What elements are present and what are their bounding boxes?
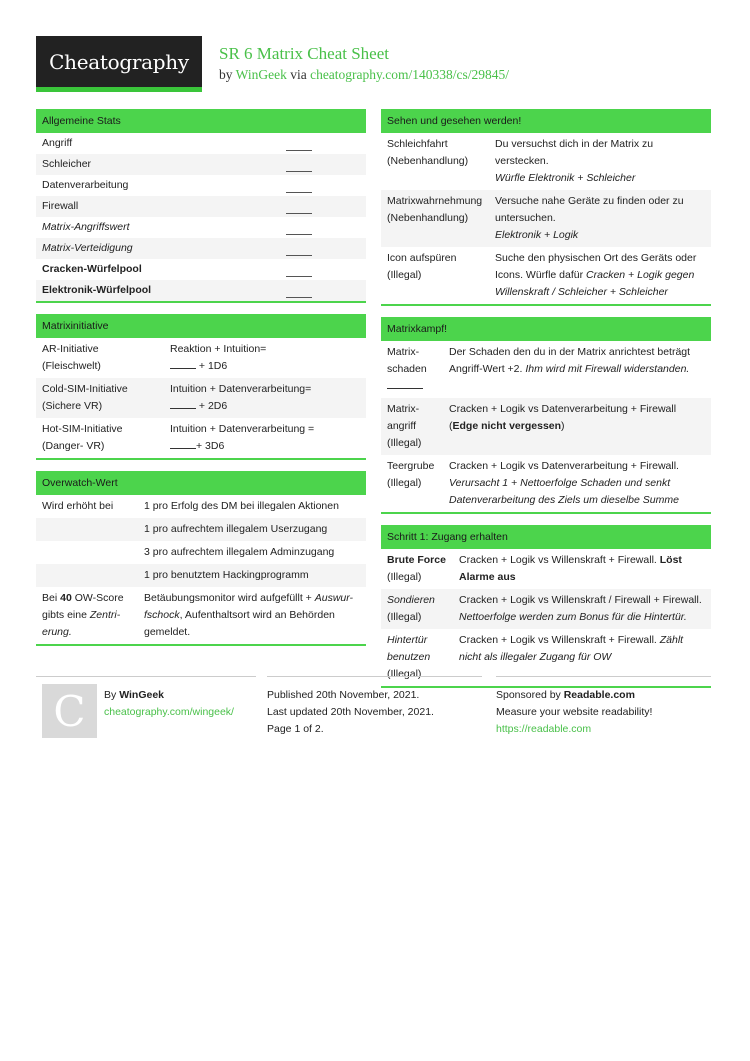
row-label: Cold-SIM-Initiative (Sichere VR)	[42, 383, 128, 412]
byline	[219, 67, 509, 83]
left-column	[36, 109, 366, 657]
sponsored-by: Sponsored by	[496, 689, 561, 701]
logo-text: Cheatography	[49, 49, 189, 74]
table-row	[381, 133, 711, 190]
footer	[36, 676, 711, 746]
section-title: Matrixinitiative	[36, 314, 366, 338]
stat-label: Matrix-Angriffswert	[42, 221, 130, 233]
sponsor-link[interactable]: https://readable.com	[496, 723, 592, 735]
row-value: Cracken + Logik vs Willenskraft + Firewall. Zählt nicht als illegaler Zugang für OW	[459, 634, 684, 663]
table-row	[36, 238, 366, 259]
section-title: Matrixkampf!	[381, 317, 711, 341]
section-allgemeine-stats	[36, 109, 366, 303]
byline-by: by	[219, 67, 233, 82]
row-value: Cracken + Logik vs Willenskraft + Firewall. Löst Alarme aus	[459, 554, 682, 583]
right-column	[381, 109, 711, 699]
blank-line	[286, 262, 360, 277]
footer-by: By	[104, 689, 117, 701]
byline-via: via	[290, 67, 307, 82]
table-row	[381, 549, 711, 589]
table-row	[381, 190, 711, 247]
row-value: 1 pro aufrechtem illegalem Userzugang	[144, 523, 328, 535]
blank-line	[286, 157, 360, 172]
sponsor-name[interactable]: Readable.com	[563, 689, 635, 701]
blank-line	[286, 199, 360, 214]
table-row	[36, 518, 366, 541]
section-sehen	[381, 109, 711, 306]
table-row	[36, 154, 366, 175]
table-row	[36, 133, 366, 154]
section-matrixinitiative	[36, 314, 366, 460]
section-zugang	[381, 525, 711, 688]
table-row	[36, 338, 366, 378]
row-label: Teergrube (Illegal)	[387, 460, 435, 489]
section-title: Allgemeine Stats	[36, 109, 366, 133]
row-label: Bei 40 OW-Score gibts eine Zentri-erung.	[42, 592, 124, 638]
table-row	[381, 341, 711, 398]
footer-author	[36, 676, 256, 721]
row-label: Icon aufspüren (Illegal)	[387, 252, 457, 281]
row-label: Matrixwahrnehmung (Nebenhandlung)	[387, 195, 483, 224]
published-date: Published 20th November, 2021.	[267, 689, 420, 701]
section-matrixkampf	[381, 317, 711, 514]
sponsor-tagline: Measure your website readability!	[496, 706, 653, 718]
footer-author-name[interactable]: WinGeek	[119, 689, 165, 701]
row-label: AR-Initiative (Fleischwelt)	[42, 343, 101, 372]
row-label: Brute Force (Illegal)	[387, 554, 446, 583]
avatar-letter: C	[53, 686, 86, 736]
footer-author-link[interactable]: cheatography.com/wingeek/	[104, 706, 234, 718]
row-label: Matrix- schaden	[387, 344, 449, 395]
table-row	[36, 196, 366, 217]
cheatography-logo[interactable]	[36, 36, 202, 92]
table-row	[381, 398, 711, 455]
stat-label: Schleicher	[42, 158, 92, 170]
row-value: Intuition + Datenverarbeitung= + 2D6	[170, 383, 312, 412]
row-value: 1 pro benutztem Hackingprogramm	[144, 569, 309, 581]
stat-label: Elektronik-Würfelpool	[42, 284, 152, 296]
row-label: Sondieren (Illegal)	[387, 594, 435, 623]
row-value: Du versuchst dich in der Matrix zu verstecken. Würfle Elektronik + Schleicher	[495, 138, 654, 184]
row-value: Betäubungsmonitor wird aufgefüllt + Auswur-fschock, Aufenthaltsort wird an Behörden gemeldet.	[144, 592, 354, 638]
section-title: Overwatch-Wert	[36, 471, 366, 495]
row-value: Reaktion + Intuition= + 1D6	[170, 343, 267, 372]
table-row	[381, 589, 711, 629]
title-area	[219, 44, 509, 83]
row-label: Hot-SIM-Initiative (Danger- VR)	[42, 423, 123, 452]
blank-line	[286, 241, 360, 256]
stat-label: Angriff	[42, 137, 73, 149]
table-row	[36, 418, 366, 458]
table-row	[381, 455, 711, 512]
updated-date: Last updated 20th November, 2021.	[267, 706, 434, 718]
row-label: Hintertür benutzen (Illegal)	[387, 634, 431, 680]
row-value: Cracken + Logik vs Datenverarbeitung + Firewall. Verursacht 1 + Nettoerfolge Schaden und senkt Datenverarbeitung des Ziels um dieselbe Summe	[449, 460, 679, 506]
table-row	[36, 587, 366, 644]
page-number: Page 1 of 2.	[267, 723, 324, 735]
footer-sponsor	[496, 676, 711, 738]
row-value: Versuche nahe Geräte zu finden oder zu untersuchen. Elektronik + Logik	[495, 195, 684, 241]
blank-line	[286, 178, 360, 193]
section-title: Sehen und gesehen werden!	[381, 109, 711, 133]
row-value: Suche den physischen Ort des Geräts oder Icons. Würfle dafür Cracken + Logik gegen Willenskraft / Schleicher + Schleicher	[495, 252, 697, 298]
section-overwatch	[36, 471, 366, 646]
footer-dates	[267, 676, 482, 738]
author-link[interactable]: WinGeek	[235, 67, 287, 82]
table-row	[36, 217, 366, 238]
row-label: Wird erhöht bei	[42, 500, 114, 512]
row-value: Cracken + Logik vs Willenskraft / Firewall + Firewall. Nettoerfolge werden zum Bonus für die Hintertür.	[459, 594, 702, 623]
table-row	[36, 280, 366, 301]
blank-line	[286, 136, 360, 151]
table-row	[36, 259, 366, 280]
row-value: Cracken + Logik vs Datenverarbeitung + Firewall (Edge nicht vergessen)	[449, 403, 677, 432]
row-value: 3 pro aufrechtem illegalem Adminzugang	[144, 546, 335, 558]
row-label: Schleichfahrt (Nebenhandlung)	[387, 138, 469, 167]
blank-line	[286, 220, 360, 235]
row-value: 1 pro Erfolg des DM bei illegalen Aktionen	[144, 500, 339, 512]
stat-label: Cracken-Würfelpool	[42, 263, 142, 275]
table-row	[36, 378, 366, 418]
table-row	[381, 247, 711, 304]
section-title: Schritt 1: Zugang erhalten	[381, 525, 711, 549]
stat-label: Firewall	[42, 200, 79, 212]
page-title[interactable]: SR 6 Matrix Cheat Sheet	[219, 44, 389, 63]
table-row	[36, 564, 366, 587]
table-row	[36, 541, 366, 564]
row-label: Matrix- angriff (Illegal)	[387, 403, 422, 449]
row-value: Intuition + Datenverarbeitung = + 3D6	[170, 423, 315, 452]
blank-line	[286, 283, 360, 298]
row-value: Der Schaden den du in der Matrix anrichtest beträgt Angriff-Wert +2. Ihm wird mit Firewall widerstanden.	[449, 346, 691, 375]
stat-label: Datenverarbeitung	[42, 179, 129, 191]
table-row	[36, 175, 366, 196]
table-row	[36, 495, 366, 518]
sheet-url-link[interactable]: cheatography.com/140338/cs/29845/	[310, 67, 510, 82]
stat-label: Matrix-Verteidigung	[42, 242, 133, 254]
